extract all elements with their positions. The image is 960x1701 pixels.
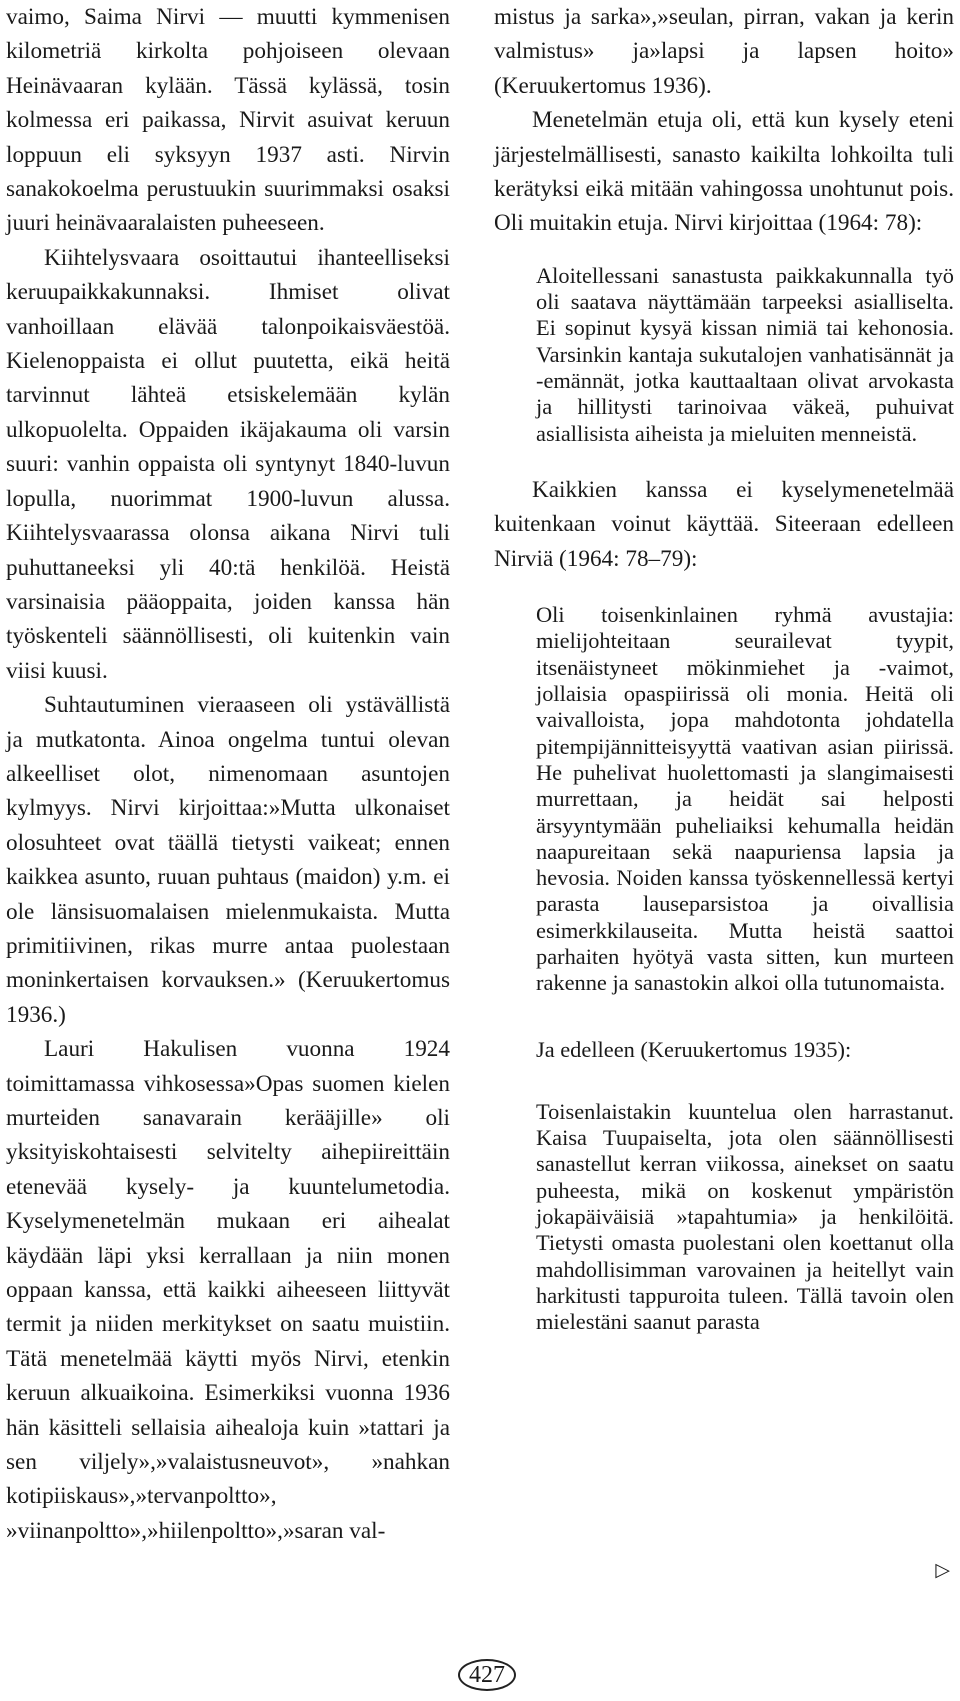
body-paragraph: vaimo, Saima Nirvi — muutti kymmenisen kilometriä kirkolta pohjoiseen olevaan Heinävaaran kylään. Tässä kylässä, tosin kolmessa eri paikassa, Nirvit asuivat keruun loppuun eli syksyyn 1937 asti. Nirvin sanakokoelma perustuukin suurimmaksi osaksi juuri heinävaaralaisten puheeseen. bbox=[6, 4, 450, 237]
body-paragraph: Menetelmän etuja oli, että kun kysely eteni järjestelmällisesti, sanasto kaikilta lohkoilta tuli kerätyksi eikä mitään vahingossa unohtunut pois. Oli muitakin etuja. Nirvi kirjoittaa (1964: 78): bbox=[494, 107, 954, 237]
block-quote: Aloitellessani sanastusta paikkakunnalla työ oli saatava näyttämään tarpeeksi asialliselta. Ei sopinut kysyä kissan nimiä tai kehonosia. Varsinkin kantaja sukutalojen vanhatisännät ja -emännät, jotka kauttaaltaan olivat arvokasta ja hillitysti tarinoivaa väkeä, puhuivat asiallisista aiheista ja mieluiten menneistä. bbox=[536, 262, 954, 446]
continue-arrow-icon: ▷ bbox=[935, 1560, 950, 1581]
right-column bbox=[494, 0, 954, 1336]
body-paragraph: mistus ja sarka»,»seulan, pirran, vakan ja kerin valmistus» ja»lapsi ja lapsen hoito» (Keruukertomus 1936). bbox=[494, 4, 954, 99]
body-paragraph: Lauri Hakulisen vuonna 1924 toimittamassa vihkosessa»Opas suomen kielen murteiden sanavarain kerääjille» oli yksityiskohtaisesti selvitelty aihepiireittäin etenevää kysely- ja kuuntelumetodia. Kyselymenetelmän mukaan eri aihealat käydään läpi yksi kerrallaan ja niin monen oppaan kanssa, että kaikki aiheeseen liittyvät termit ja niiden merkitykset on saatu muistiin. Tätä menetelmää käytti myös Nirvi, etenkin keruun alkuaikoina. Esimerkiksi vuonna 1936 hän käsitteli sellaisia aihealoja kuin »tattari ja sen viljely»,»valaistusneuvot», »nahkan kotipiiskaus»,»tervanpoltto», »viinanpoltto»,»hiilenpoltto»,»saran val- bbox=[6, 1036, 450, 1544]
body-paragraph: Suhtautuminen vieraaseen oli ystävällistä ja mutkatonta. Ainoa ongelma tuntui olevan alkeelliset olot, nimenomaan asuntojen kylmyys. Nirvi kirjoittaa:»Mutta ulkonaiset olosuhteet ovat täällä tietysti vaikeat; ennen kaikkea asunto, ruuan puhtaus (maidon) y.m. ei ole länsisuomalaisen mielenmukaista. Mutta primitiivinen, rikas murre antaa puolestaan moninkertaisen korvauksen.» (Keruukertomus 1936.) bbox=[6, 692, 450, 1028]
block-quote: Toisenlaistakin kuuntelua olen harrastanut. Kaisa Tuupaiselta, jota olen säännöllisesti sanastellut kerran viikossa, ainekset on saatu puheesta, mikä on koskenut ympäristön jokapäiväisiä »tapahtumia» ja henkilöitä. Tietysti omasta puolestani olen koettanut olla mahdollisimman varovainen ja heitellyt vain harkitusti tappuroita tuleen. Tällä tavoin olen mielestäni saanut parasta bbox=[536, 1098, 954, 1335]
body-paragraph: Kaikkien kanssa ei kyselymenetelmää kuitenkaan voinut käyttää. Siteeraan edelleen Nirviä (1964: 78–79): bbox=[494, 476, 954, 572]
quote-intro: Ja edelleen (Keruukertomus 1935): bbox=[536, 1036, 852, 1062]
left-column bbox=[6, 0, 450, 1548]
block-quote: Oli toisenkinlainen ryhmä avustajia: mielijohteitaan seurailevat tyypit, itsenäistyneet mökinmiehet ja -vaimot, jollaisia opaspiirissä oli monia. Heitä oli vaivalloista, jopa mahdotonta johdatella pitempijännitteisyyttä vaativan asian piirissä. He puhelivat huolettomasti ja slangimaisesti murrettaan, ja heidät sai helposti ärsyyntymään puheliaiksi kehumalla heidän naapureitaan sekä naapuriensa lapsia ja hevosia. Noiden kanssa työskennellessä kertyi parasta lauseparsistoa ja oivallisia esimerkkilauseita. Mutta heistä saattoi parhaiten hyötyä vasta sitten, kun murteen rakenne ja sanastokin alkoi olla tutunomaista. bbox=[536, 602, 954, 996]
body-paragraph: Kiihtelysvaara osoittautui ihanteelliseksi keruupaikkakunnaksi. Ihmiset olivat vanhoillaan elävää talonpoikaisväestöä. Kielenoppaista ei ollut puutetta, eikä heitä tarvinnut lähteä etsiskelemään kylän ulkopuolelta. Oppaiden ikäjakauma oli varsin suuri: vanhin oppaista oli syntynyt 1840-luvun lopulla, nuorimmat 1900-luvun alussa. Kiihtelysvaarassa olonsa aikana Nirvi tuli puhuttaneeksi yli 40:tä henkilöä. Heistä varsinaisia pääoppaita, joiden kanssa hän työskenteli säännöllisesti, oli kuitenkin vain viisi kuusi. bbox=[6, 244, 450, 684]
page-number: 427 bbox=[458, 1659, 516, 1691]
